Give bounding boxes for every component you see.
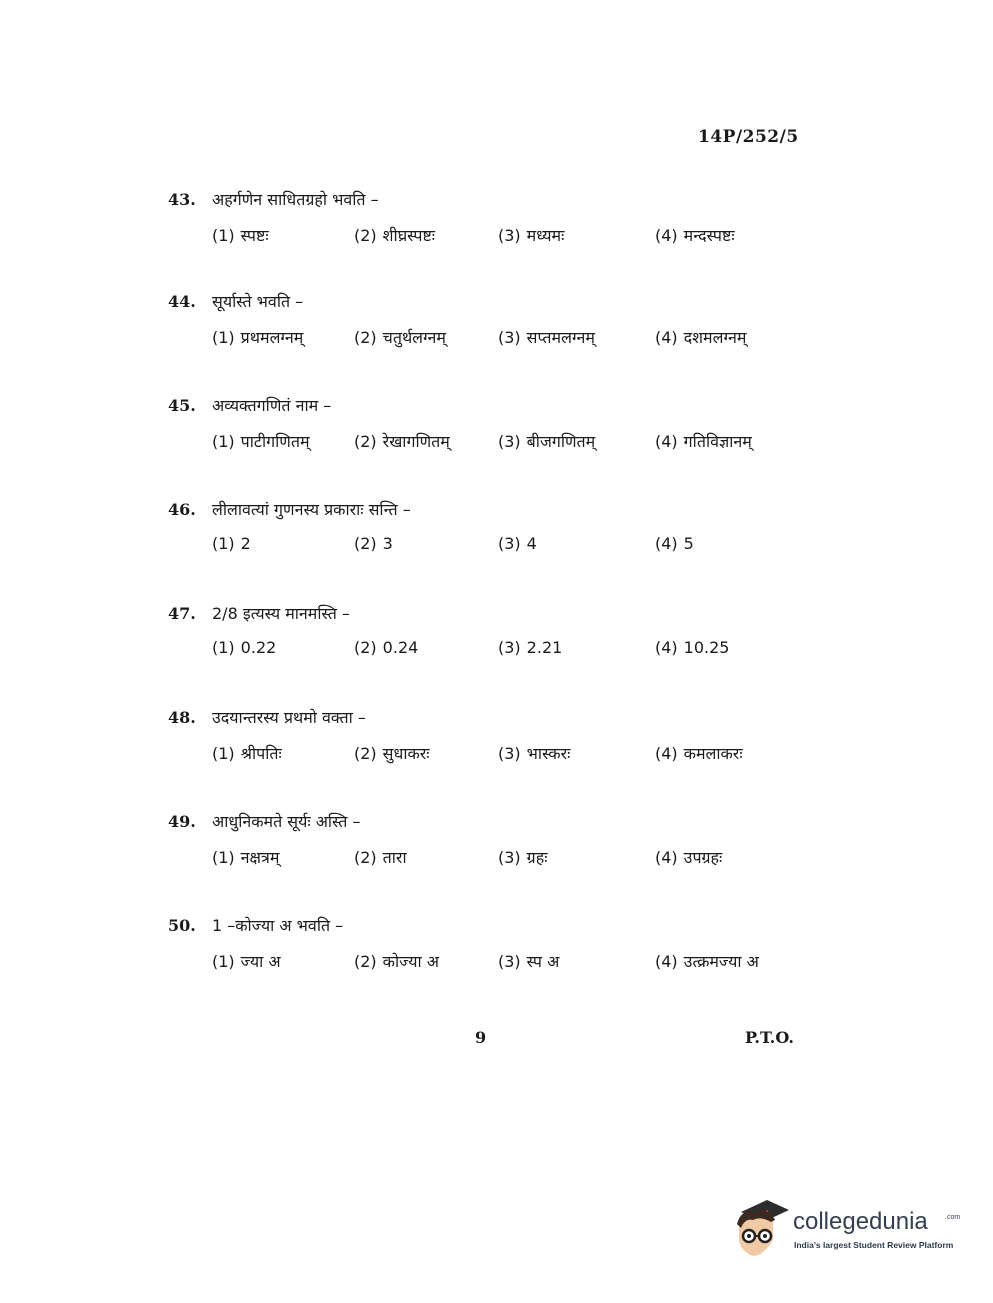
question-text: 1 –कोज्या अ भवति – bbox=[212, 916, 344, 935]
option-1: (1) 0.22 bbox=[212, 638, 277, 657]
question-text: उदयान्तरस्य प्रथमो वक्ता – bbox=[212, 708, 366, 727]
option-1: (1) नक्षत्रम् bbox=[212, 848, 280, 867]
options-row bbox=[168, 224, 808, 252]
option-2: (2) सुधाकरः bbox=[354, 744, 430, 763]
question-46 bbox=[168, 496, 808, 562]
option-2: (2) शीघ्रस्पष्टः bbox=[354, 226, 436, 245]
question-text: सूर्यास्ते भवति – bbox=[212, 292, 304, 311]
option-2: (2) तारा bbox=[354, 848, 407, 867]
question-50 bbox=[168, 912, 808, 978]
option-2: (2) 0.24 bbox=[354, 638, 419, 657]
option-3: (3) सप्तमलग्नम् bbox=[498, 328, 595, 347]
paper-code: 14P/252/5 bbox=[698, 127, 799, 147]
question-number: 46. bbox=[168, 499, 196, 519]
question-45 bbox=[168, 392, 808, 458]
brand-tagline: India's largest Student Review Platform bbox=[794, 1240, 954, 1250]
pto-label: P.T.O. bbox=[745, 1028, 794, 1047]
option-3: (3) बीजगणितम् bbox=[498, 432, 596, 451]
question-number: 47. bbox=[168, 603, 196, 623]
option-2: (2) 3 bbox=[354, 534, 393, 553]
question-number: 44. bbox=[168, 291, 196, 311]
option-4: (4) 5 bbox=[655, 534, 694, 553]
option-4: (4) उत्क्रमज्या अ bbox=[655, 952, 759, 971]
mascot-icon bbox=[733, 1196, 791, 1260]
option-1: (1) प्रथमलग्नम् bbox=[212, 328, 304, 347]
option-1: (1) पाटीगणितम् bbox=[212, 432, 310, 451]
question-43 bbox=[168, 186, 808, 252]
option-3: (3) ग्रहः bbox=[498, 848, 548, 867]
question-number: 48. bbox=[168, 707, 196, 727]
brand-name: collegedunia bbox=[793, 1208, 928, 1235]
option-1: (1) स्पष्टः bbox=[212, 226, 269, 245]
question-text: 2/8 इत्यस्य मानमस्ति – bbox=[212, 604, 350, 623]
option-2: (2) रेखागणितम् bbox=[354, 432, 450, 451]
question-number: 45. bbox=[168, 395, 196, 415]
question-text: लीलावत्यां गुणनस्य प्रकाराः सन्ति – bbox=[212, 500, 411, 519]
question-number: 49. bbox=[168, 811, 196, 831]
option-4: (4) दशमलग्नम् bbox=[655, 328, 747, 347]
option-2: (2) कोज्या अ bbox=[354, 952, 439, 971]
question-number: 43. bbox=[168, 189, 196, 209]
option-3: (3) मध्यमः bbox=[498, 226, 565, 245]
options-row bbox=[168, 950, 808, 978]
page-number: 9 bbox=[475, 1028, 487, 1047]
watermark-logo bbox=[733, 1196, 963, 1260]
question-text: आधुनिकमते सूर्यः अस्ति – bbox=[212, 812, 361, 831]
options-row bbox=[168, 638, 808, 666]
question-text: अहर्गणेन साधितग्रहो भवति – bbox=[212, 190, 379, 209]
question-49 bbox=[168, 808, 808, 874]
option-4: (4) गतिविज्ञानम् bbox=[655, 432, 752, 451]
option-1: (1) 2 bbox=[212, 534, 251, 553]
option-1: (1) ज्या अ bbox=[212, 952, 281, 971]
option-3: (3) भास्करः bbox=[498, 744, 571, 763]
question-48 bbox=[168, 704, 808, 770]
options-row bbox=[168, 742, 808, 770]
option-4: (4) कमलाकरः bbox=[655, 744, 743, 763]
options-row bbox=[168, 326, 808, 354]
options-row bbox=[168, 534, 808, 562]
option-1: (1) श्रीपतिः bbox=[212, 744, 282, 763]
option-3: (3) 4 bbox=[498, 534, 537, 553]
options-row bbox=[168, 846, 808, 874]
question-47 bbox=[168, 600, 808, 666]
option-4: (4) मन्दस्पष्टः bbox=[655, 226, 735, 245]
options-row bbox=[168, 430, 808, 458]
brand-domain: .com bbox=[945, 1214, 961, 1221]
question-44 bbox=[168, 288, 808, 354]
option-4: (4) उपग्रहः bbox=[655, 848, 723, 867]
option-3: (3) 2.21 bbox=[498, 638, 563, 657]
question-text: अव्यक्तगणितं नाम – bbox=[212, 396, 332, 415]
option-3: (3) स्प अ bbox=[498, 952, 560, 971]
option-2: (2) चतुर्थलग्नम् bbox=[354, 328, 446, 347]
question-number: 50. bbox=[168, 915, 196, 935]
option-4: (4) 10.25 bbox=[655, 638, 730, 657]
